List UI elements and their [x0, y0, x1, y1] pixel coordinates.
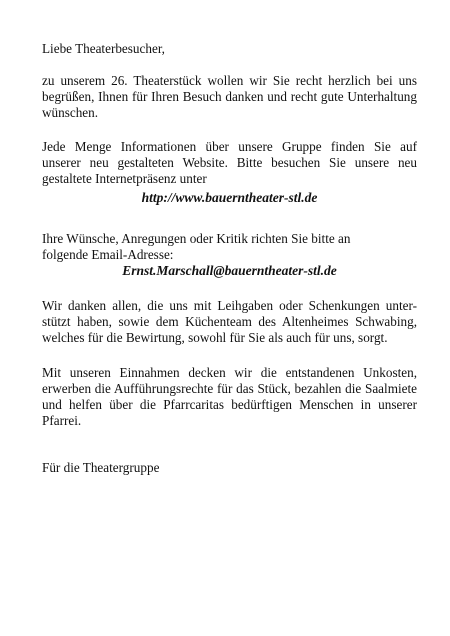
paragraph-feedback	[42, 231, 417, 263]
text-line: Jede Menge Informationen über unsere Gruppe finden Sie auf	[42, 139, 417, 154]
text-line: unserer neu gestalteten Website. Bitte besuchen Sie unsere neu	[42, 155, 417, 170]
text-line: gestaltete Internetpräsenz unter	[42, 171, 207, 186]
closing: Für die Theatergruppe	[42, 460, 160, 475]
email-link[interactable]: Ernst.Marschall@bauerntheater-stl.de	[122, 263, 337, 278]
paragraph-website	[42, 139, 417, 187]
paragraph-thanks	[42, 298, 417, 346]
text-line: Ihre Wünsche, Anregungen oder Kritik richten Sie bitte an	[42, 231, 351, 246]
text-line: begrüßen, Ihnen für Ihren Besuch danken und recht gute Unterhaltung	[42, 89, 417, 104]
text-line: erwerben die Aufführungsrechte für das Stück, bezahlen die Saalmiete	[42, 381, 417, 396]
greeting: Liebe Theaterbesucher,	[42, 41, 165, 56]
paragraph-income	[42, 365, 417, 429]
text-line: welches für die Bewirtung, sowohl für Sie als auch für uns, sorgt.	[42, 330, 388, 345]
paragraph-intro	[42, 73, 417, 121]
text-line: stützt haben, sowie dem Küchenteam des Altenheimes Schwabing,	[42, 314, 417, 329]
text-line: zu unserem 26. Theaterstück wollen wir Sie recht herzlich bei uns	[42, 73, 417, 88]
text-line: Mit unseren Einnahmen decken wir die entstandenen Unkosten,	[42, 365, 417, 380]
text-line: und helfen über die Pfarrcaritas bedürftigen Menschen in unserer	[42, 397, 417, 412]
text-line: folgende Email-Adresse:	[42, 247, 174, 262]
text-line: Wir danken allen, die uns mit Leihgaben oder Schenkungen unter-	[42, 298, 417, 313]
text-line: Pfarrei.	[42, 413, 82, 428]
website-link[interactable]: http://www.bauerntheater-stl.de	[141, 190, 318, 205]
text-line: wünschen.	[42, 105, 99, 120]
